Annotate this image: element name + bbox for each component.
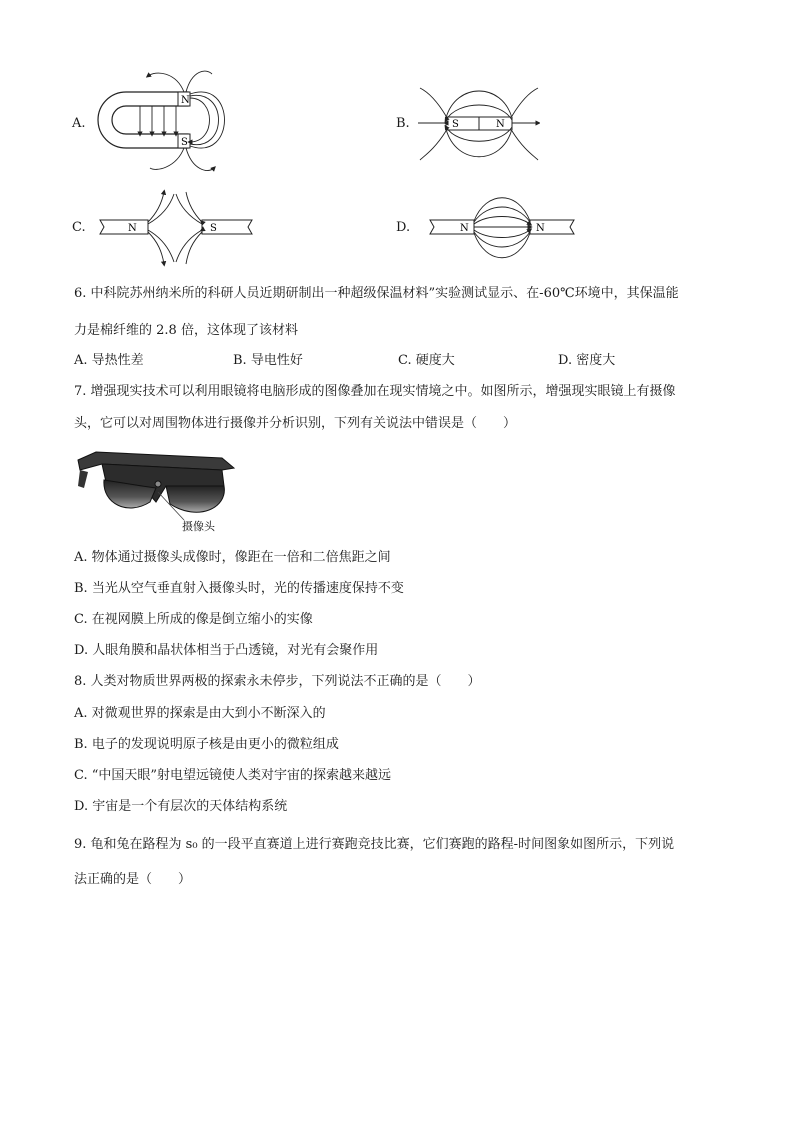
option-a-label: A. bbox=[72, 116, 86, 131]
pole-label: N bbox=[496, 119, 505, 130]
horseshoe-magnet-figure bbox=[96, 68, 236, 186]
pole-label: S bbox=[210, 223, 217, 234]
q8-choice-d[interactable]: D. 宇宙是一个有层次的天体结构系统 bbox=[74, 799, 288, 814]
camera-label: 摄像头 bbox=[182, 520, 215, 533]
q7-stem-line2: 头，它可以对周围物体进行摄像并分析识别，下列有关说法中错误是（ ） bbox=[74, 416, 517, 431]
q8-choice-a[interactable]: A. 对微观世界的探索是由大到小不断深入的 bbox=[74, 706, 326, 721]
pole-label: N bbox=[181, 95, 190, 106]
pole-label: S bbox=[452, 119, 459, 130]
q9-stem-line2: 法正确的是（ ） bbox=[74, 872, 192, 887]
q7-stem-line1: 7. 增强现实技术可以利用眼镜将电脑形成的图像叠加在现实情境之中。如图所示，增强现实眼镜上有摄像 bbox=[74, 384, 676, 399]
pole-label: N bbox=[128, 223, 137, 234]
unlike-poles-figure bbox=[98, 188, 254, 270]
q7-choice-b[interactable]: B. 当光从空气垂直射入摄像头时，光的传播速度保持不变 bbox=[74, 581, 404, 596]
option-c-label: C. bbox=[72, 220, 86, 235]
bar-magnet-figure bbox=[416, 76, 540, 172]
pole-label: N bbox=[536, 223, 545, 234]
pole-label: N bbox=[460, 223, 469, 234]
q6-stem-line2: 力是棉纤维的 2.8 倍，这体现了该材料 bbox=[74, 323, 298, 338]
option-d-label: D. bbox=[396, 220, 411, 235]
q7-choice-c[interactable]: C. 在视网膜上所成的像是倒立缩小的实像 bbox=[74, 612, 313, 627]
q9-stem-line1: 9. 龟和兔在路程为 s₀ 的一段平直赛道上进行赛跑竞技比赛，它们赛跑的路程-时间图象如图所示，下列说 bbox=[74, 837, 675, 852]
q6-choice-d[interactable]: D. 密度大 bbox=[558, 353, 616, 368]
q6-choice-b[interactable]: B. 导电性好 bbox=[233, 353, 303, 368]
q6-choice-c[interactable]: C. 硬度大 bbox=[398, 353, 455, 368]
q8-stem: 8. 人类对物质世界两极的探索永未停步，下列说法不正确的是（ ） bbox=[74, 674, 481, 689]
pole-label: S bbox=[181, 137, 188, 148]
q6-stem-line1: 6. 中科院苏州纳米所的科研人员近期研制出一种超级保温材料”实验测试显示、在-60℃环境中，其保温能 bbox=[74, 286, 679, 301]
camera-icon bbox=[155, 481, 161, 487]
q8-choice-b[interactable]: B. 电子的发现说明原子核是由更小的微粒组成 bbox=[74, 737, 339, 752]
like-poles-figure bbox=[428, 188, 576, 270]
q7-choice-a[interactable]: A. 物体通过摄像头成像时，像距在一倍和二倍焦距之间 bbox=[74, 550, 391, 565]
option-b-label: B. bbox=[396, 116, 410, 131]
q7-choice-d[interactable]: D. 人眼角膜和晶状体相当于凸透镜，对光有会聚作用 bbox=[74, 643, 379, 658]
q6-choice-a[interactable]: A. 导热性差 bbox=[74, 353, 144, 368]
q8-choice-c[interactable]: C. “中国天眼”射电望远镜使人类对宇宙的探索越来越远 bbox=[74, 768, 392, 783]
ar-glasses-figure bbox=[72, 446, 238, 538]
